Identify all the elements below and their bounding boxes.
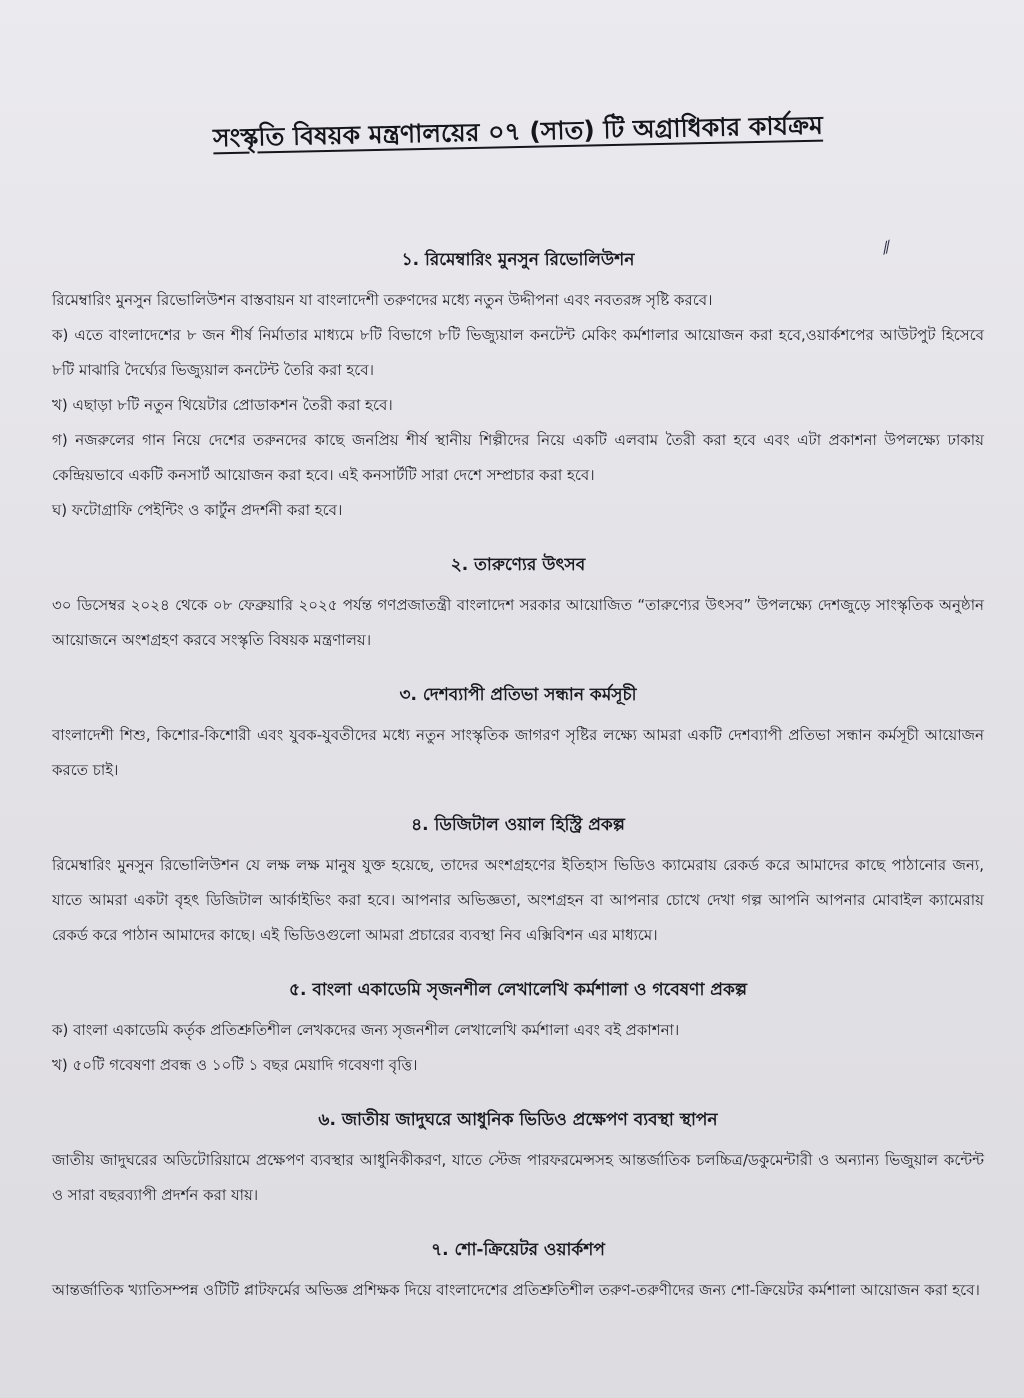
section-1 — [52, 247, 984, 528]
paragraph: ৩০ ডিসেম্বর ২০২৪ থেকে ০৮ ফেব্রুয়ারি ২০২৫ পর্যন্ত গণপ্রজাতন্ত্রী বাংলাদেশ সরকার আয়োজিত “তারুণ্যের উৎসব” উপলক্ষ্যে দেশজুড়ে সাংস্কৃতিক অনুষ্ঠান আয়োজনে অংশগ্রহণ করবে সংস্কৃতি বিষয়ক মন্ত্রণালয়। — [52, 596, 984, 649]
paragraph: ক) বাংলা একাডেমি কর্তৃক প্রতিশ্রুতিশীল লেখকদের জন্য সৃজনশীল লেখালেখি কর্মশালা এবং বই প্রকাশনা। — [52, 1021, 680, 1039]
section-heading: ৪. ডিজিটাল ওয়াল হিস্ট্রি প্রকল্প — [411, 815, 625, 835]
section-heading: ৩. দেশব্যাপী প্রতিভা সন্ধান কর্মসূচী — [399, 685, 637, 705]
paragraph: জাতীয় জাদুঘরের অডিটোরিয়ামে প্রক্ষেপণ ব্যবস্থার আধুনিকীকরণ, যাতে স্টেজ পারফরমেন্সসহ আন্তর্জাতিক চলচ্চিত্র/ডকুমেন্টারী ও অন্যান্য ভিজুয়াল কন্টেন্ট ও সারা বছরব্যাপী প্রদর্শন করা যায়। — [52, 1151, 984, 1204]
paragraph: খ) এছাড়া ৮টি নতুন থিয়েটার প্রোডাকশন তৈরী করা হবে। — [52, 396, 393, 414]
section-heading: ৫. বাংলা একাডেমি সৃজনশীল লেখালেখি কর্মশালা ও গবেষণা প্রকল্প — [288, 980, 748, 1000]
paragraph: রিমেম্বারিং মুনসুন রিভোলিউশন বাস্তবায়ন যা বাংলাদেশী তরুণদের মধ্যে নতুন উদ্দীপনা এবং নবতরঙ্গ সৃষ্টি করবে। — [52, 291, 713, 309]
section-heading: ৬. জাতীয় জাদুঘরে আধুনিক ভিডিও প্রক্ষেপণ ব্যবস্থা স্থাপন — [318, 1110, 718, 1130]
document-title: সংস্কৃতি বিষয়ক মন্ত্রণালয়ের ০৭ (সাত) টি অগ্রাধিকার কার্যক্রম — [212, 110, 824, 153]
paragraph: আন্তর্জাতিক খ্যাতিসম্পন্ন ওটিটি প্লাটফর্মের অভিজ্ঞ প্রশিক্ষক দিয়ে বাংলাদেশের প্রতিশ্রুতিশীল তরুণ-তরুণীদের জন্য শো-ক্রিয়েটর কর্মশালা আয়োজন করা হবে। — [52, 1281, 980, 1299]
section-6 — [52, 1107, 984, 1213]
paragraph: গ) নজরুলের গান নিয়ে দেশের তরুনদের কাছে জনপ্রিয় শীর্ষ স্থানীয় শিল্পীদের নিয়ে একটি এলবাম তৈরী করা হবে এবং এটা প্রকাশনা উপলক্ষ্যে ঢাকায় কেন্দ্রিয়ভাবে একটি কনসার্ট আয়োজন করা হবে। এই কনসার্টটি সারা দেশে সম্প্রচার করা হবে। — [52, 431, 984, 484]
paragraph: খ) ৫০টি গবেষণা প্রবন্ধ ও ১০টি ১ বছর মেয়াদি গবেষণা বৃত্তি। — [52, 1056, 418, 1074]
section-2 — [52, 552, 984, 658]
section-heading: ২. তারুণ্যের উৎসব — [450, 555, 586, 575]
section-heading: ৭. শো-ক্রিয়েটর ওয়ার্কশপ — [431, 1240, 605, 1260]
section-7 — [52, 1237, 984, 1308]
paragraph: বাংলাদেশী শিশু, কিশোর-কিশোরী এবং যুবক-যুবতীদের মধ্যে নতুন সাংস্কৃতিক জাগরণ সৃষ্টির লক্ষ্যে আমরা একটি দেশব্যাপী প্রতিভা সন্ধান কর্মসূচী আয়োজন করতে চাই। — [52, 726, 984, 779]
section-4 — [52, 812, 984, 953]
paragraph: ক) এতে বাংলাদেশের ৮ জন শীর্ষ নির্মাতার মাধ্যমে ৮টি বিভাগে ৮টি ভিজ্যুয়াল কনটেন্ট মেকিং কর্মশালার আয়োজন করা হবে,ওয়ার্কশপের আউটপুট হিসেবে ৮টি মাঝারি দৈর্ঘ্যের ভিজ্যুয়াল কনটেন্ট তৈরি করা হবে। — [52, 326, 984, 379]
section-3 — [52, 682, 984, 788]
paragraph: ঘ) ফটোগ্রাফি পেইন্টিং ও কার্টুন প্রদর্শনী করা হবে। — [52, 501, 343, 519]
pen-mark-icon: ⁄⁄ — [880, 237, 893, 258]
section-heading: ১. রিমেম্বারিং মুনসুন রিভোলিউশন — [401, 250, 635, 270]
paragraph: রিমেম্বারিং মুনসুন রিভোলিউশন যে লক্ষ লক্ষ মানুষ যুক্ত হয়েছে, তাদের অংশগ্রহণের ইতিহাস ভিডিও ক্যামেরায় রেকর্ড করে আমাদের কাছে পাঠানোর জন্য, যাতে আমরা একটা বৃহৎ ডিজিটাল আর্কাইভিং করা হবে। আপনার অভিজ্ঞতা, অংশগ্রহন বা আপনার চোখে দেখা গল্প আপনি আপনার মোবাইল ক্যামেরায় রেকর্ড করে পাঠান আমাদের কাছে। এই ভিডিওগুলো আমরা প্রচারের ব্যবস্থা নিব এক্সিবিশন এর মাধ্যমে। — [52, 856, 984, 944]
section-5 — [52, 977, 984, 1083]
